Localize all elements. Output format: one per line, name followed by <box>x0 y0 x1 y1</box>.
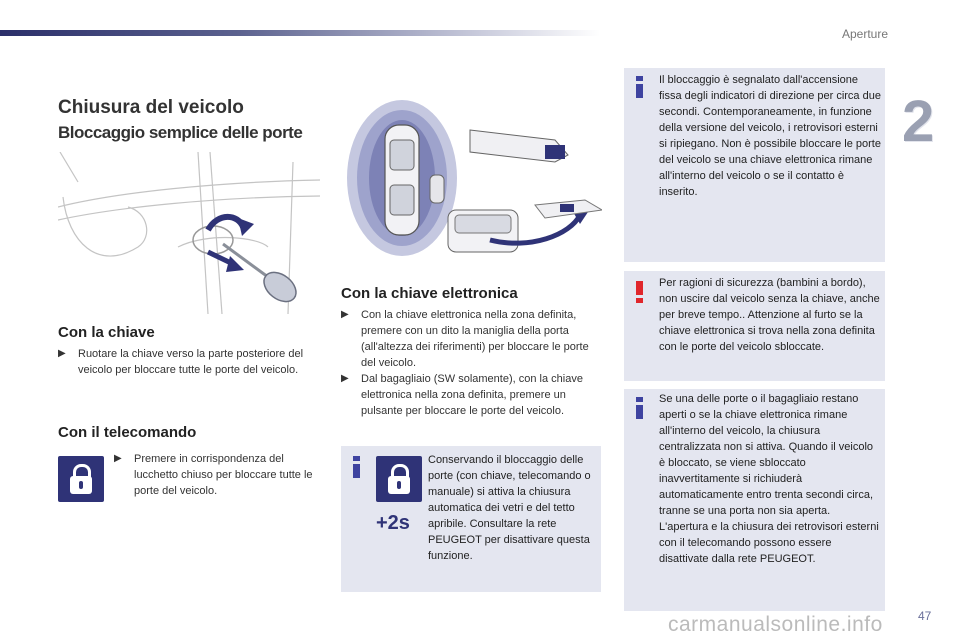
bullet-arrow-icon: ▶ <box>341 373 349 384</box>
key-door-illustration <box>58 152 320 314</box>
key-heading: Con la chiave <box>58 324 155 341</box>
electronic-bullet-2-text: Dal bagagliaio (SW solamente), con la chiave elettronica nella zona definita, premere un pulsante per bloccare le porte del veicolo. <box>361 373 583 417</box>
page-title: Chiusura del veicolo <box>58 97 244 118</box>
electronic-bullet-1-text: Con la chiave elettronica nella zona definita, premere con un dito la maniglia della porta (all'altezza dei riferimenti) per bloccare le porte del veicolo. <box>361 309 589 369</box>
info-icon <box>635 76 645 98</box>
page-number: 47 <box>918 609 932 623</box>
bullet-arrow-icon: ▶ <box>114 453 122 464</box>
bullet-arrow-icon: ▶ <box>341 309 349 320</box>
info-icon <box>635 397 645 419</box>
info-icon <box>352 456 362 478</box>
key-bullet-text: Ruotare la chiave verso la parte posteriore del veicolo per bloccare tutte le porte del veicolo. <box>78 348 304 376</box>
remote-heading: Con il telecomando <box>58 424 197 441</box>
warning-icon <box>635 281 645 303</box>
page-subtitle: Bloccaggio semplice delle porte <box>58 123 303 142</box>
lock-icon <box>376 456 422 502</box>
info-box-lock-signal <box>624 68 885 262</box>
lock-icon <box>58 456 104 502</box>
chapter-number: 2 <box>902 89 935 154</box>
electronic-bullet-2 <box>341 371 601 419</box>
auto-close-note-text: Conservando il bloccaggio delle porte (con chiave, telecomando o manuale) si attiva la chiusura automatica dei vetri e del tetto apribile. Consultare la rete PEUGEOT per disattivare questa funzione. <box>428 454 591 562</box>
info-box-central-locking <box>624 389 885 611</box>
electronic-key-heading: Con la chiave elettronica <box>341 285 518 302</box>
header-bar <box>0 30 600 36</box>
watermark: carmanualsonline.info <box>668 613 883 636</box>
info-box-central-locking-text: Se una delle porte o il bagagliaio restano aperti o se la chiave elettronica rimane all'interno del veicolo, la chiusura centralizzata non si attiva. Quando il veicolo è bloccato, se viene sbloccato inavvertitamente si richiuderà automaticamente entro trenta secondi circa, tranne se una porta non sia aperta. L'apertura e la chiusura dei retrovisori esterni con il telecomando possono essere disattivate dalla rete PEUGEOT. <box>659 393 879 565</box>
warning-box <box>624 271 885 381</box>
section-name: Aperture <box>841 27 888 41</box>
electronic-bullet-1 <box>341 307 601 371</box>
electronic-key-zone-illustration <box>340 100 602 262</box>
two-seconds-badge: +2s <box>376 512 410 534</box>
auto-close-note <box>341 446 601 592</box>
bullet-arrow-icon: ▶ <box>58 348 66 359</box>
warning-box-text: Per ragioni di sicurezza (bambini a bordo), non uscire dal veicolo senza la chiave, anche per breve tempo.. Attenzione al furto se la chiave elettronica si trova nella zona definita con le porte del veicolo sbloccate. <box>659 277 880 353</box>
key-bullet <box>58 346 320 378</box>
remote-bullet <box>114 451 320 499</box>
info-box-lock-signal-text: Il bloccaggio è segnalato dall'accensione fissa degli indicatori di direzione per circa due secondi. Contemporaneamente, in funzione della versione del veicolo, i retrovisori esterni si ripiegano. Non è possibile bloccare le porte del veicolo se una chiave elettronica rimane all'interno del veicolo o se il contatto è inserito. <box>659 74 881 198</box>
remote-bullet-text: Premere in corrispondenza del lucchetto chiuso per bloccare tutte le porte del veicolo. <box>134 453 313 497</box>
